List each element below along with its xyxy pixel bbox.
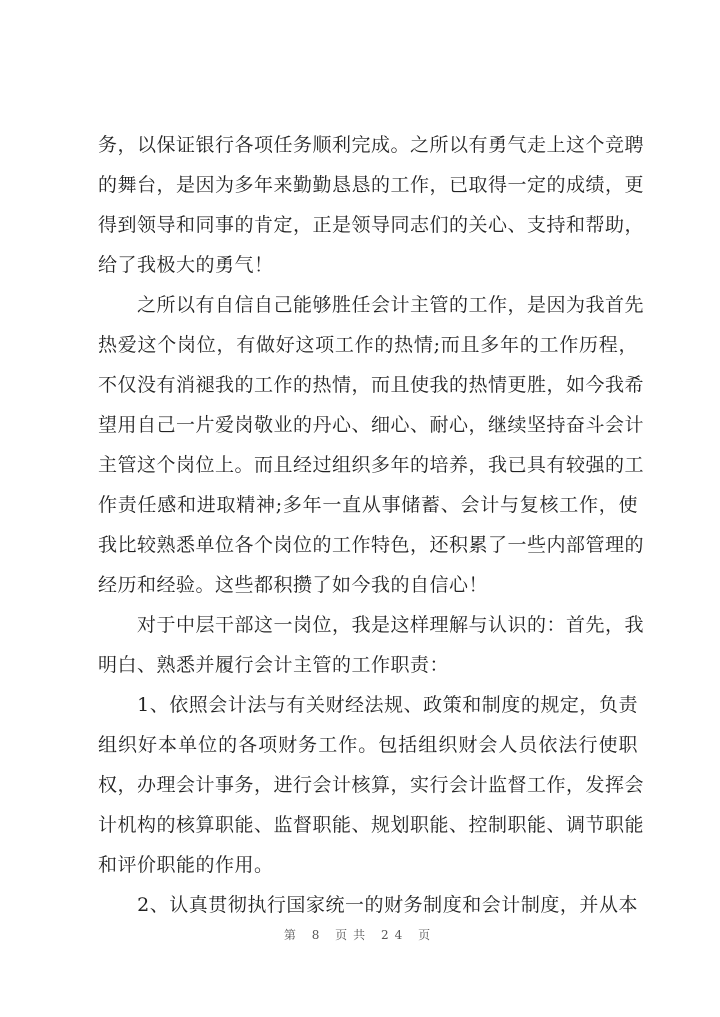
text-line: 不仅没有消褪我的工作的热情，而且使我的热情更胜，如今我希 — [98, 374, 645, 396]
text-line: 的舞台，是因为多年来勤勤恳恳的工作，已取得一定的成绩，更 — [98, 174, 645, 196]
text-line: 作责任感和进取精神;多年一直从事储蓄、会计与复核工作，使 — [98, 494, 638, 516]
text-line: 组织好本单位的各项财务工作。包括组织财会人员依法行使职 — [98, 734, 638, 756]
page-number-footer: 第 8 页共 24 页 — [283, 928, 437, 942]
text-line: 得到领导和同事的肯定，正是领导同志们的关心、支持和帮助， — [98, 214, 645, 236]
text-line: 计机构的核算职能、监督职能、规划职能、控制职能、调节职能 — [98, 814, 645, 836]
text-line: 务，以保证银行各项任务顺利完成。之所以有勇气走上这个竞聘 — [98, 134, 645, 156]
text-line: 主管这个岗位上。而且经过组织多年的培养，我已具有较强的工 — [98, 454, 645, 476]
text-line: 对于中层干部这一岗位，我是这样理解与认识的：首先，我 — [98, 614, 645, 636]
paragraph — [98, 285, 645, 605]
paragraph — [98, 605, 645, 685]
document-body — [98, 125, 645, 925]
paragraph — [98, 685, 645, 885]
text-line: 经历和经验。这些都积攒了如今我的自信心！ — [98, 574, 489, 596]
paragraph — [98, 125, 645, 285]
text-line: 和评价职能的作用。 — [98, 854, 274, 876]
text-line: 热爱这个岗位，有做好这项工作的热情;而且多年的工作历程， — [98, 334, 638, 356]
text-line: 我比较熟悉单位各个岗位的工作特色，还积累了一些内部管理的 — [98, 534, 645, 556]
text-line: 之所以有自信自己能够胜任会计主管的工作，是因为我首先 — [98, 294, 645, 316]
text-line: 1、依照会计法与有关财经法规、政策和制度的规定，负责 — [98, 694, 638, 716]
text-line: 给了我极大的勇气！ — [98, 254, 274, 276]
text-line: 明白、熟悉并履行会计主管的工作职责： — [98, 654, 450, 676]
text-line: 2、认真贯彻执行国家统一的财务制度和会计制度，并从本 — [98, 894, 638, 916]
paragraph — [98, 885, 638, 925]
text-line: 权，办理会计事务，进行会计核算，实行会计监督工作，发挥会 — [98, 774, 645, 796]
text-line: 望用自己一片爱岗敬业的丹心、细心、耐心，继续坚持奋斗会计 — [98, 414, 645, 436]
